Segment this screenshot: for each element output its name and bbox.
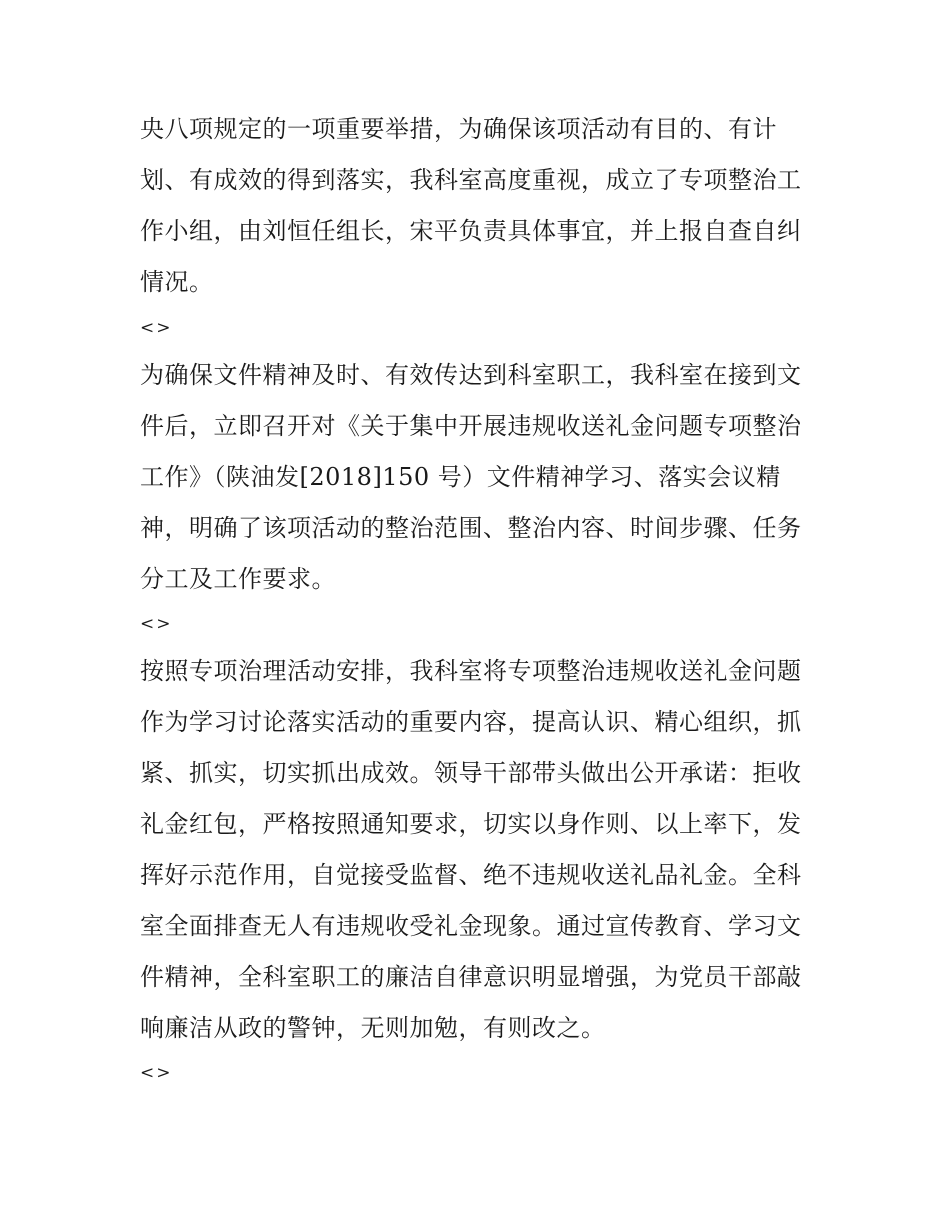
text-line: 作小组，由刘恒任组长，宋平负责具体事宜，并上报自查自纠 — [140, 217, 802, 245]
text-line: 响廉洁从政的警钟，无则加勉，有则改之。 — [140, 1014, 606, 1042]
text-line: 件后，立即召开对《关于集中开展违规收送礼金问题专项整治 — [140, 412, 802, 440]
text-line: 室全面排查无人有违规收受礼金现象。通过宣传教育、学习文 — [140, 912, 802, 940]
text-line: 按照专项治理活动安排，我科室将专项整治违规收送礼金问题 — [140, 657, 802, 685]
text-line: 神，明确了该项活动的整治范围、整治内容、时间步骤、任务 — [140, 514, 802, 542]
text-line: 为确保文件精神及时、有效传达到科室职工，我科室在接到文 — [140, 361, 802, 389]
text-line: 工作》（陕油发[2018]150 号）文件精神学习、落实会议精 — [140, 463, 781, 491]
text-line: 挥好示范作用，自觉接受监督、绝不违规收送礼品礼金。全科 — [140, 861, 802, 889]
text-line: 分工及工作要求。 — [140, 565, 336, 593]
text-line: 件精神，全科室职工的廉洁自律意识明显增强，为党员干部敲 — [140, 963, 802, 991]
text-line: 作为学习讨论落实活动的重要内容，提高认识、精心组织，抓 — [140, 708, 802, 736]
text-line: 礼金红包，严格按照通知要求，切实以身作则、以上率下，发 — [140, 810, 802, 838]
text-line: 划、有成效的得到落实，我科室高度重视，成立了专项整治工 — [140, 166, 802, 194]
paragraph-marker: <> — [140, 1063, 173, 1083]
text-line: 情况。 — [140, 268, 214, 296]
paragraph-marker: <> — [140, 614, 173, 634]
text-line: 央八项规定的一项重要举措，为确保该项活动有目的、有计 — [140, 115, 777, 143]
text-line: 紧、抓实，切实抓出成效。领导干部带头做出公开承诺：拒收 — [140, 759, 802, 787]
paragraph-marker: <> — [140, 318, 173, 338]
